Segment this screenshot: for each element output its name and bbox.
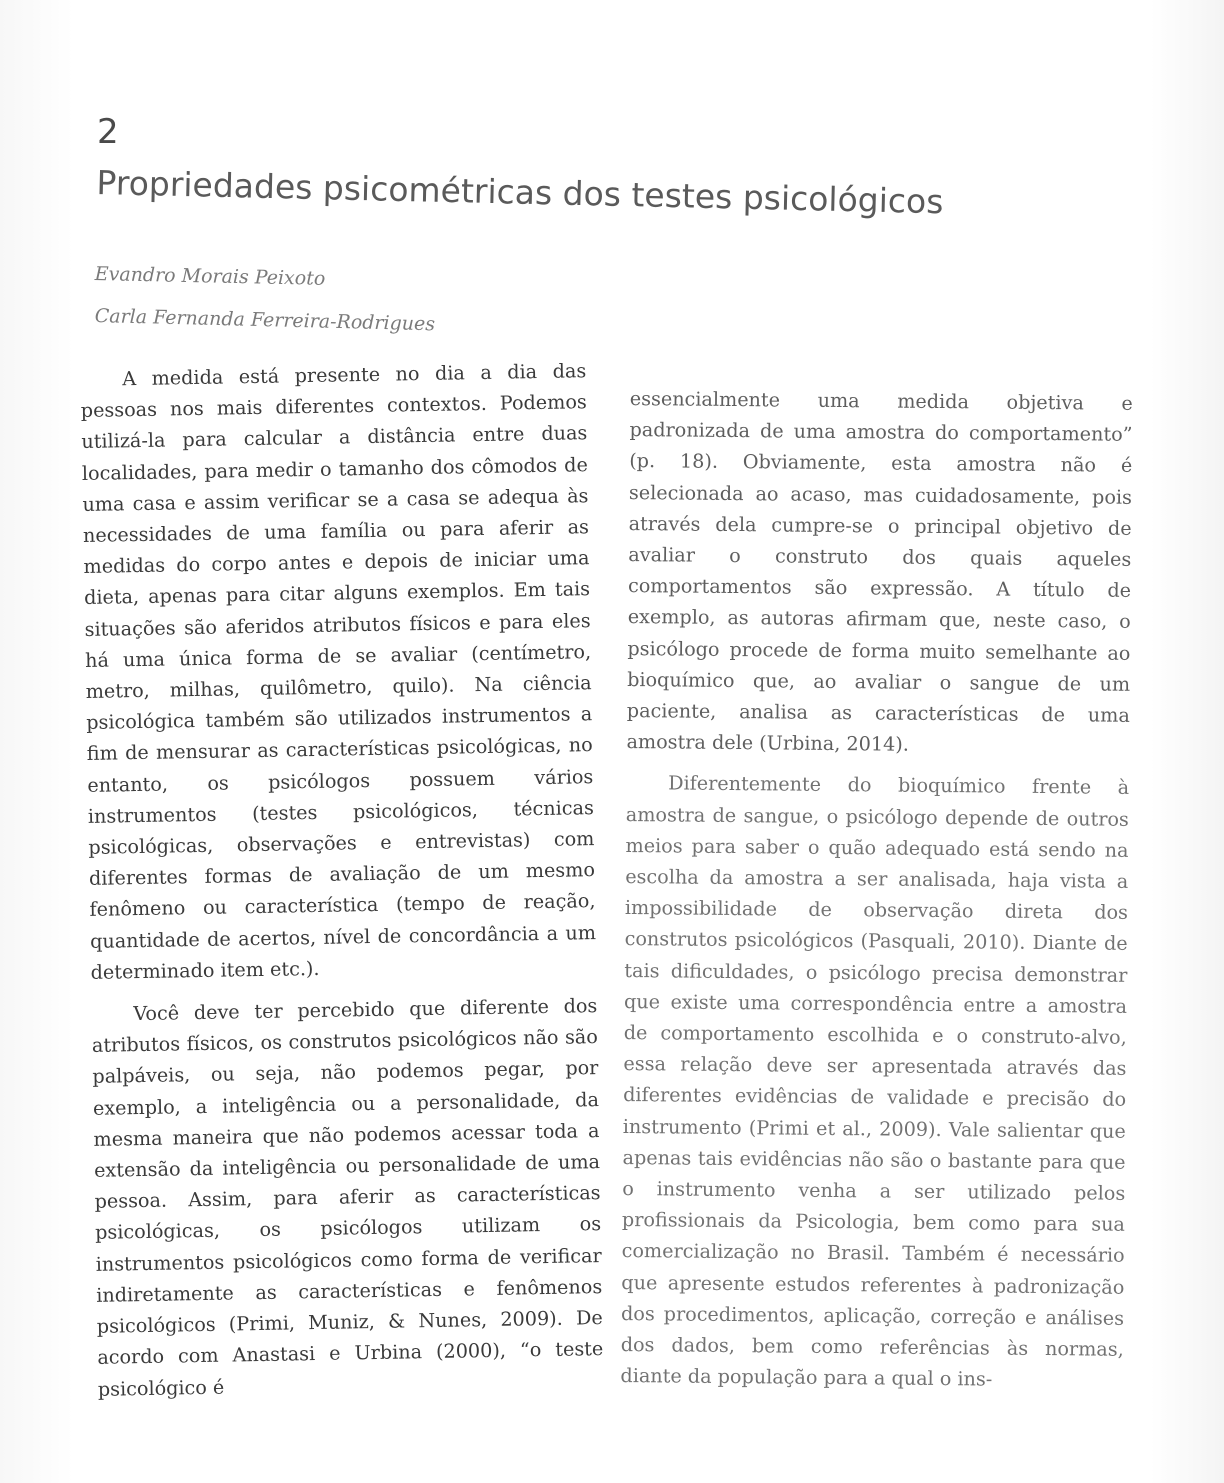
author-name: Carla Fernanda Ferreira-Rodrigues xyxy=(94,305,436,336)
paragraph: Você deve ter percebido que diferente dos atributos físicos, os construtos psicológicos não são palpáveis, ou seja, não podemos pegar, por exemplo, a inteligência ou a personalidade, da mesma maneira que não podemos acessar toda a extensão da inteligência ou personalidade de uma pessoa. Assim, para aferir as características psicológicas, os psicólogos utilizam os instrumentos psicológicos como forma de verificar indiretamente as características e fenômenos psicológicos (Primi, Muniz, & Nunes, 2009). De acordo com Anastasi e Urbina (2000), “o teste psicológico é xyxy=(91,994,604,1401)
right-column xyxy=(620,383,1133,1396)
paragraph-continuation: essencialmente uma medida objetiva e padronizada de uma amostra do comportamento” (p. 18). Obviamente, esta amostra não é selecionada ao acaso, mas cuidadosamente, pois através dela cumpre-se o principal objetivo de avaliar o construto dos quais aqueles comportamentos são expressão. A título de exemplo, as autoras afirmam que, neste caso, o psicólogo procede de forma muito semelhante ao bioquímico que, ao avaliar o sangue de um paciente, analisa as características de uma amostra dele (Urbina, 2014). xyxy=(626,386,1133,756)
paragraph: Diferentemente do bioquímico frente à amostra de sangue, o psicólogo depende de outros meios para saber o quão adequado está sendo na escolha da amostra a ser analisada, haja vista a impossibilidade de observação direta dos construtos psicológicos (Pasquali, 2010). Diante de tais dificuldades, o psicólogo precisa demonstrar que existe uma correspondência entre a amostra de comportamento escolhida e o construto-alvo, essa relação deve ser apresentada através das diferentes evidências de validade e precisão do instrumento (Primi et al., 2009). Vale salientar que apenas tais evidências não são o bastante para que o instrumento venha a ser utilizado pelos profissionais da Psicologia, bem como para sua comercialização no Brasil. Também é necessário que apresente estudos referentes à padronização dos procedimentos, aplicação, correção e análises dos dados, bem como referências às normas, diante da população para a qual o ins- xyxy=(620,771,1130,1391)
chapter-title: Propriedades psicométricas dos testes psicológicos xyxy=(96,163,944,222)
author-name: Evandro Morais Peixoto xyxy=(94,263,326,290)
paragraph: A medida está presente no dia a dia das pessoas nos mais diferentes contextos. Podemos utilizá-la para calcular a distância entre duas localidades, para medir o tamanho dos cômodos de uma casa e assim verificar se a casa se adequa às necessidades de uma família ou para aferir as medidas do corpo antes e depois de iniciar uma dieta, apenas para citar alguns exemplos. Em tais situações são aferidos atributos físicos e para eles há uma única forma de se avaliar (centímetro, metro, milhas, quilômetro, quilo). Na ciência psicológica também são utilizados instrumentos a fim de mensurar as características psicológicas, no entanto, os psicólogos possuem vários instrumentos (testes psicológicos, técnicas psicológicas, observações e entrevistas) com diferentes formas de avaliação de um mesmo fenômeno ou característica (tempo de reação, quantidade de acertos, nível de concordância a um determinado item etc.). xyxy=(80,359,597,984)
chapter-number: 2 xyxy=(97,112,119,152)
left-column xyxy=(80,355,604,1404)
